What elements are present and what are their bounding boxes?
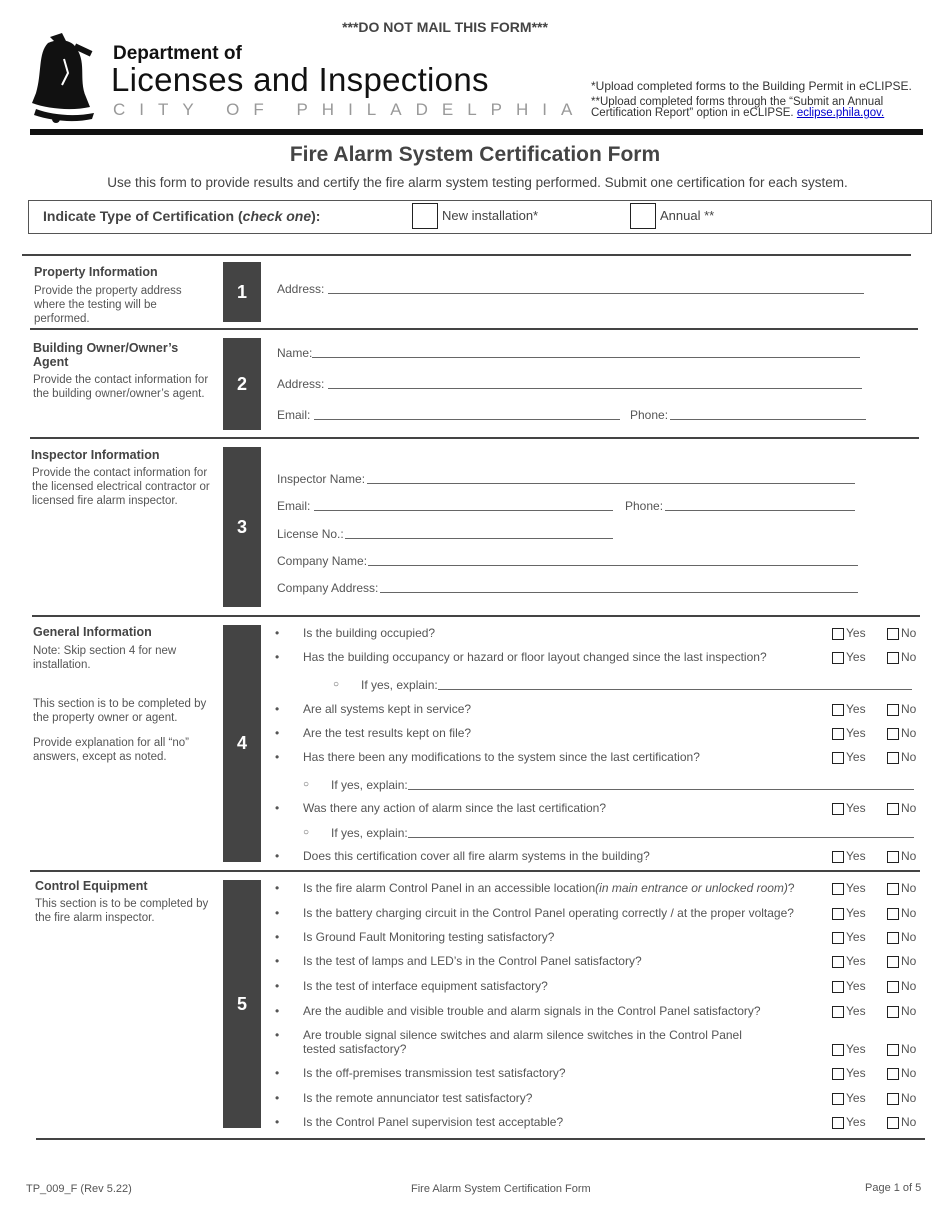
s5-q3-no-checkbox[interactable] <box>887 932 899 944</box>
s5-q9: Is the remote annunciator test satisfactory? <box>303 1091 533 1105</box>
s4-q2-no-checkbox[interactable] <box>887 652 899 664</box>
s4-q7: Does this certification cover all fire alarm systems in the building? <box>303 849 650 863</box>
divider <box>30 870 920 872</box>
s5-q2: Is the battery charging circuit in the Control Panel operating correctly / at the proper voltage? <box>303 906 794 920</box>
upload-note-1: *Upload completed forms to the Building Permit in eCLIPSE. <box>591 79 912 93</box>
s4-q6-yes-checkbox[interactable] <box>832 803 844 815</box>
sub-bullet: ○ <box>333 679 340 690</box>
s3-inspector-name-field[interactable] <box>367 483 855 484</box>
do-not-mail-notice: ***DO NOT MAIL THIS FORM*** <box>342 19 548 35</box>
new-installation-label: New installation* <box>442 208 539 223</box>
s5-q6-no-checkbox[interactable] <box>887 1006 899 1018</box>
s4-q3-yes-checkbox[interactable] <box>832 704 844 716</box>
s2-phone-field[interactable] <box>670 419 866 420</box>
s3-license-label: License No.: <box>277 527 344 541</box>
no-label: No <box>901 1066 917 1080</box>
s5-q8: Is the off-premises transmission test satisfactory? <box>303 1066 566 1080</box>
section2-desc: Provide the contact information for the building owner/owner’s agent. <box>33 374 209 400</box>
s4-q1-yes-checkbox[interactable] <box>832 628 844 640</box>
bullet: • <box>275 906 280 920</box>
divider <box>32 615 920 617</box>
bullet: • <box>275 1115 280 1129</box>
liberty-bell-logo-icon <box>28 33 108 123</box>
s5-q3: Is Ground Fault Monitoring testing satisfactory? <box>303 930 555 944</box>
bullet: • <box>275 930 280 944</box>
new-installation-checkbox[interactable] <box>412 203 438 229</box>
yes-label: Yes <box>846 1004 866 1018</box>
no-label: No <box>901 650 917 664</box>
s5-q1-text: Is the fire alarm Control Panel in an accessible location <box>303 881 596 895</box>
footer-form-name: Fire Alarm System Certification Form <box>411 1183 591 1195</box>
section5-desc: This section is to be completed by the fire alarm inspector. <box>35 898 209 924</box>
eclipse-link[interactable]: eclipse.phila.gov. <box>796 107 885 119</box>
cert-type-text: Indicate Type of Certification ( <box>43 208 243 224</box>
s5-q9-yes-checkbox[interactable] <box>832 1093 844 1105</box>
yes-label: Yes <box>846 979 866 993</box>
s2-name-field[interactable] <box>312 357 860 358</box>
s5-q7-no-checkbox[interactable] <box>887 1044 899 1056</box>
s4-q6: Was there any action of alarm since the last certification? <box>303 801 607 815</box>
no-label: No <box>901 1115 917 1129</box>
s4-q4: Are the test results kept on file? <box>303 726 472 740</box>
section4-heading: General Information <box>33 625 152 639</box>
yes-label: Yes <box>846 1091 866 1105</box>
section5-heading: Control Equipment <box>35 879 148 893</box>
s3-phone-label: Phone: <box>625 499 664 513</box>
yes-label: Yes <box>846 930 866 944</box>
section3-number: 3 <box>223 447 261 607</box>
section4-note1: Note: Skip section 4 for new installation. <box>33 645 177 671</box>
section1-heading: Property Information <box>34 265 158 279</box>
yes-label: Yes <box>846 750 866 764</box>
section3-heading: Inspector Information <box>31 448 160 462</box>
s3-company-address-label: Company Address: <box>277 581 379 595</box>
no-label: No <box>901 930 917 944</box>
s5-q7-yes-checkbox[interactable] <box>832 1044 844 1056</box>
yes-label: Yes <box>846 1066 866 1080</box>
dept-line1: Department of <box>113 43 242 64</box>
no-label: No <box>901 702 917 716</box>
s4-q5-yes-checkbox[interactable] <box>832 752 844 764</box>
s4-q1-no-checkbox[interactable] <box>887 628 899 640</box>
s4-q5-no-checkbox[interactable] <box>887 752 899 764</box>
bullet: • <box>275 726 280 740</box>
dept-name: Licenses and Inspections <box>111 61 489 98</box>
upload-note-2-text: **Upload completed forms through the “Submit an Annual Certification Report” option in eCLIPSE. <box>591 96 884 119</box>
s3-company-address-field[interactable] <box>380 592 858 593</box>
no-label: No <box>901 726 917 740</box>
bullet: • <box>275 979 280 993</box>
s3-company-name-label: Company Name: <box>277 554 368 568</box>
cert-type-italic: check one <box>242 208 312 224</box>
no-label: No <box>901 954 917 968</box>
section1-number: 1 <box>223 262 261 322</box>
bullet: • <box>275 1091 280 1105</box>
divider <box>22 254 911 256</box>
s4-q7-yes-checkbox[interactable] <box>832 851 844 863</box>
yes-label: Yes <box>846 702 866 716</box>
s2-name-label: Name: <box>277 346 313 360</box>
no-label: No <box>901 750 917 764</box>
s4-q2-yes-checkbox[interactable] <box>832 652 844 664</box>
s5-q7-line1: Are trouble signal silence switches and alarm silence switches in the Control Panel <box>303 1028 742 1042</box>
s2-address-label: Address: <box>277 377 325 391</box>
s4-q2-explain-label: If yes, explain: <box>361 678 438 692</box>
s5-q6: Are the audible and visible trouble and alarm signals in the Control Panel satisfactory? <box>303 1004 761 1018</box>
form-title: Fire Alarm System Certification Form <box>289 143 661 166</box>
divider <box>30 328 918 330</box>
divider <box>30 437 919 439</box>
s4-q5: Has there been any modifications to the system since the last certification? <box>303 750 700 764</box>
s5-q10-yes-checkbox[interactable] <box>832 1117 844 1129</box>
s5-q5: Is the test of interface equipment satisfactory? <box>303 979 548 993</box>
bullet: • <box>275 1004 280 1018</box>
header-rule <box>30 129 923 135</box>
section4-note2: This section is to be completed by the property owner or agent. <box>33 698 207 724</box>
footer-page-number: Page 1 of 5 <box>865 1182 922 1194</box>
s2-email-field[interactable] <box>314 419 620 420</box>
annual-checkbox[interactable] <box>630 203 656 229</box>
yes-label: Yes <box>846 801 866 815</box>
s4-q6-explain-field[interactable] <box>408 837 914 838</box>
bullet: • <box>275 881 280 895</box>
no-label: No <box>901 849 917 863</box>
s5-q4: Is the test of lamps and LED’s in the Control Panel satisfactory? <box>303 954 642 968</box>
s5-q4-yes-checkbox[interactable] <box>832 956 844 968</box>
s4-q1: Is the building occupied? <box>303 626 436 640</box>
section3-desc: Provide the contact information for the licensed electrical contractor or licensed fire alarm inspector. <box>32 467 210 507</box>
s2-phone-label: Phone: <box>630 408 669 422</box>
s5-q8-no-checkbox[interactable] <box>887 1068 899 1080</box>
bullet: • <box>275 954 280 968</box>
s3-email-label: Email: <box>277 499 311 513</box>
s3-license-field[interactable] <box>345 538 613 539</box>
s5-q7-line2: tested satisfactory? <box>303 1042 407 1056</box>
s3-company-name-field[interactable] <box>368 565 858 566</box>
no-label: No <box>901 906 917 920</box>
s5-q2-yes-checkbox[interactable] <box>832 908 844 920</box>
no-label: No <box>901 881 917 895</box>
yes-label: Yes <box>846 650 866 664</box>
s4-q7-no-checkbox[interactable] <box>887 851 899 863</box>
yes-label: Yes <box>846 726 866 740</box>
bullet: • <box>275 801 280 815</box>
s4-q3-no-checkbox[interactable] <box>887 704 899 716</box>
city-line: CITY OF PHILADELPHIA <box>113 100 587 119</box>
section1-desc: Provide the property address where the testing will be performed. <box>34 285 182 325</box>
bullet: • <box>275 849 280 863</box>
yes-label: Yes <box>846 1042 866 1056</box>
cert-type-label <box>43 208 320 224</box>
footer-form-code: TP_009_F (Rev 5.22) <box>26 1183 132 1195</box>
yes-label: Yes <box>846 1115 866 1129</box>
s1-address-field[interactable] <box>328 293 864 294</box>
cert-type-end: ): <box>311 208 321 224</box>
bullet: • <box>275 702 280 716</box>
yes-label: Yes <box>846 849 866 863</box>
bullet: • <box>275 1066 280 1080</box>
s3-phone-field[interactable] <box>665 510 855 511</box>
bullet: • <box>275 750 280 764</box>
section5-number: 5 <box>223 880 261 1128</box>
s5-q3-yes-checkbox[interactable] <box>832 932 844 944</box>
form-subtitle: Use this form to provide results and certify the fire alarm system testing performed. Submit one certification for each system. <box>107 175 848 190</box>
no-label: No <box>901 1091 917 1105</box>
s1-address-label: Address: <box>277 282 325 296</box>
no-label: No <box>901 801 917 815</box>
s5-q2-no-checkbox[interactable] <box>887 908 899 920</box>
s5-q1-no-checkbox[interactable] <box>887 883 899 895</box>
section2-heading: Building Owner/Owner’s Agent <box>33 341 179 369</box>
s5-q1-end: ? <box>787 881 795 895</box>
s5-q6-yes-checkbox[interactable] <box>832 1006 844 1018</box>
no-label: No <box>901 1004 917 1018</box>
yes-label: Yes <box>846 626 866 640</box>
s4-q2-explain-field[interactable] <box>438 689 912 690</box>
s4-q6-explain-label: If yes, explain: <box>331 826 408 840</box>
s3-email-field[interactable] <box>314 510 613 511</box>
s5-q1-italic: (in main entrance or unlocked room) <box>595 881 788 895</box>
no-label: No <box>901 626 917 640</box>
s4-q5-explain-field[interactable] <box>408 789 914 790</box>
s5-q5-yes-checkbox[interactable] <box>832 981 844 993</box>
section4-number: 4 <box>223 625 261 862</box>
s4-q3: Are all systems kept in service? <box>303 702 472 716</box>
s5-q10: Is the Control Panel supervision test acceptable? <box>303 1115 564 1129</box>
yes-label: Yes <box>846 906 866 920</box>
no-label: No <box>901 979 917 993</box>
s2-address-field[interactable] <box>328 388 862 389</box>
divider <box>36 1138 925 1140</box>
s4-q2: Has the building occupancy or hazard or floor layout changed since the last inspection? <box>303 650 767 664</box>
section4-note3: Provide explanation for all “no” answers, except as noted. <box>33 737 189 763</box>
s5-q8-yes-checkbox[interactable] <box>832 1068 844 1080</box>
section2-number: 2 <box>223 338 261 430</box>
sub-bullet: ○ <box>303 779 310 790</box>
s5-q1-yes-checkbox[interactable] <box>832 883 844 895</box>
s4-q4-yes-checkbox[interactable] <box>832 728 844 740</box>
s5-q9-no-checkbox[interactable] <box>887 1093 899 1105</box>
s4-q6-no-checkbox[interactable] <box>887 803 899 815</box>
annual-label: Annual ** <box>660 208 715 223</box>
s2-email-label: Email: <box>277 408 311 422</box>
s3-inspector-name-label: Inspector Name: <box>277 472 366 486</box>
s5-q1 <box>303 881 795 895</box>
s5-q10-no-checkbox[interactable] <box>887 1117 899 1129</box>
s4-q4-no-checkbox[interactable] <box>887 728 899 740</box>
bullet: • <box>275 626 280 640</box>
s5-q5-no-checkbox[interactable] <box>887 981 899 993</box>
yes-label: Yes <box>846 881 866 895</box>
no-label: No <box>901 1042 917 1056</box>
yes-label: Yes <box>846 954 866 968</box>
bullet: • <box>275 650 280 664</box>
s5-q4-no-checkbox[interactable] <box>887 956 899 968</box>
bullet: • <box>275 1028 280 1042</box>
s4-q5-explain-label: If yes, explain: <box>331 778 408 792</box>
sub-bullet: ○ <box>303 827 310 838</box>
upload-note-2 <box>591 97 911 119</box>
